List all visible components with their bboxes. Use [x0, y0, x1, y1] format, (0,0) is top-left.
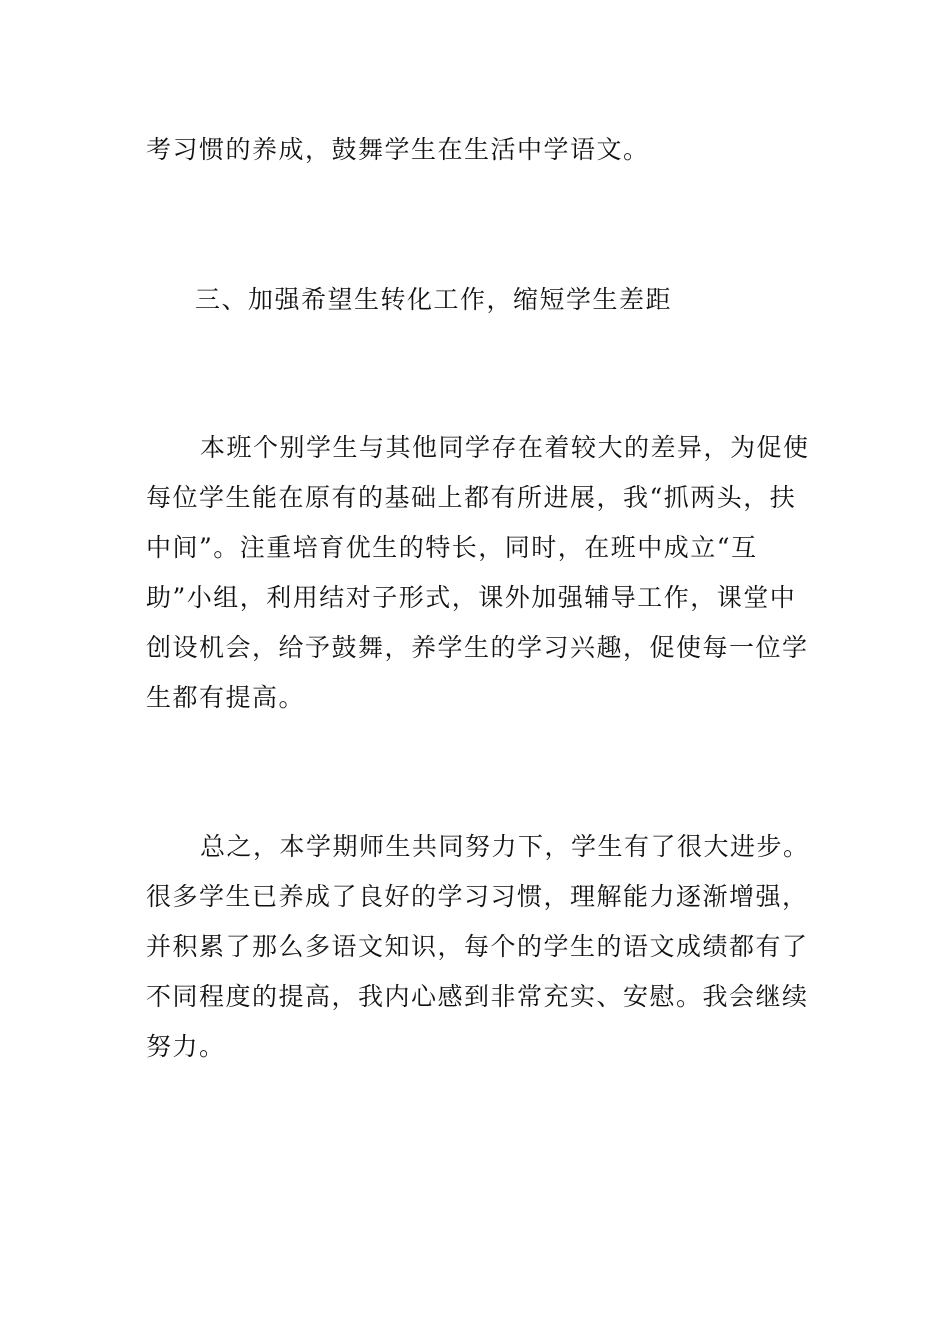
- summary-paragraph: 总之，本学期师生共同努力下，学生有了很大进步。 很多学生已养成了良好的学习习惯，理解能力逐渐增强， 并积累了那么多语文知识，每个的学生的语文成绩都有了 不同程度的提高，我内心感到非常充实、安慰。我会继续 努力。: [146, 832, 810, 1061]
- body-paragraph: 本班个别学生与其他同学存在着较大的差异，为促使 每位学生能在原有的基础上都有所进展，我“抓两头，扶 中间”。注重培育优生的特长，同时，在班中成立“互 助”小组，利用结对子形式，课外加强辅导工作，课堂中 创设机会，给予鼓舞，养学生的学习兴趣，促使每一位学 生都有提高。: [146, 433, 810, 712]
- continuation-paragraph: 考习惯的养成，鼓舞学生在生活中学语文。: [146, 135, 650, 164]
- section-heading: 三、加强希望生转化工作，缩短学生差距: [195, 285, 673, 314]
